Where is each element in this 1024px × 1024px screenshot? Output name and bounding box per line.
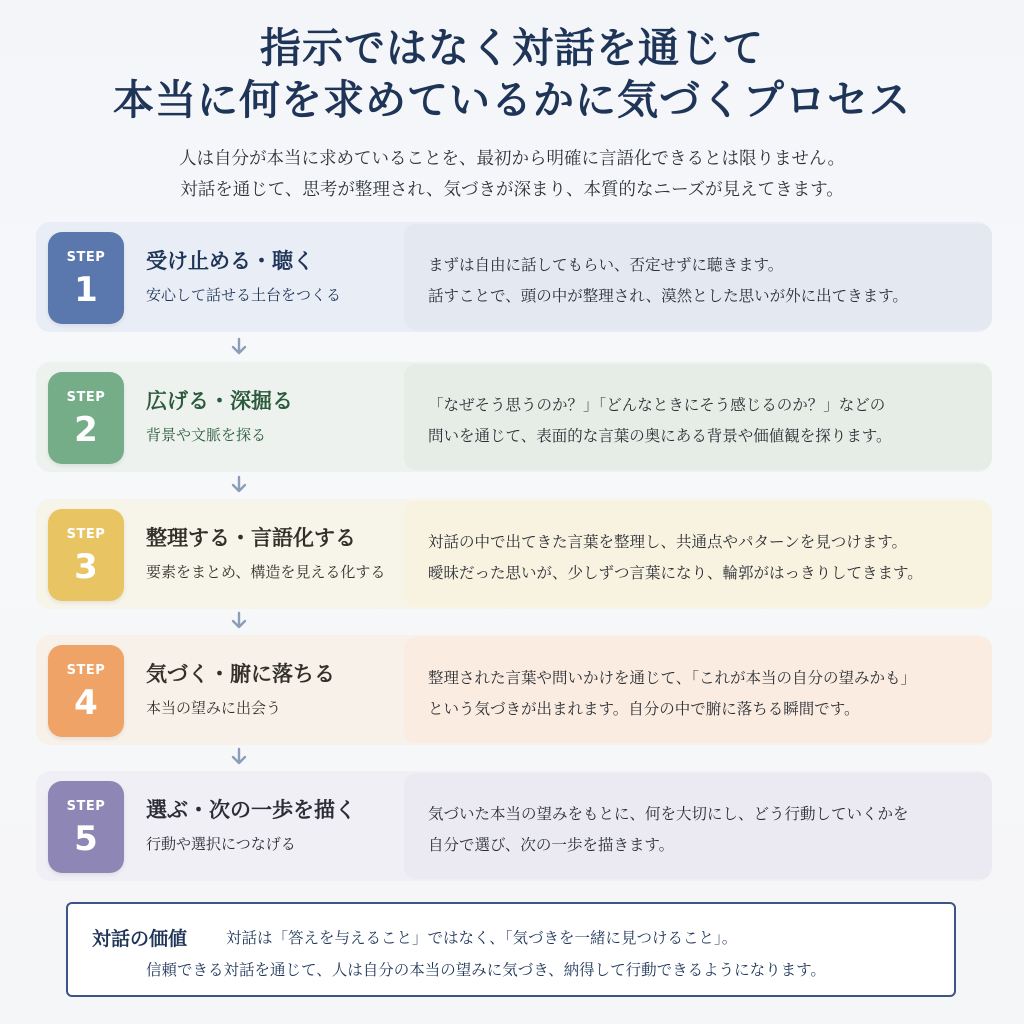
step-4 bbox=[36, 635, 992, 745]
step-1 bbox=[36, 222, 992, 332]
step-2-label: STEP bbox=[66, 390, 106, 405]
step-4-number: 4 bbox=[74, 683, 98, 723]
step-4-description bbox=[428, 663, 916, 725]
step-3-description bbox=[428, 527, 923, 589]
arrow-down-icon bbox=[228, 336, 250, 358]
step-2-desc-line-2: 問いを通じて、表面的な言葉の奥にある背景や価値観を探ります。 bbox=[428, 427, 892, 445]
step-5-label: STEP bbox=[66, 799, 106, 814]
value-box bbox=[66, 902, 956, 997]
step-4-desc-line-1: 整理された言葉や問いかけを通じて、「これが本当の自分の望みかも」 bbox=[428, 669, 916, 687]
intro-text bbox=[0, 144, 1024, 206]
step-4-title: 気づく・腑に落ちる bbox=[146, 662, 335, 686]
value-line-1: 対話は「答えを与えること」ではなく、「気づきを一緒に見つけること」。 bbox=[226, 929, 738, 947]
step-3 bbox=[36, 499, 992, 609]
step-2-desc-line-1: 「なぜそう思うのか？」「どんなときにそう感じるのか？」などの bbox=[428, 396, 886, 414]
step-4-subtitle: 本当の望みに出会う bbox=[146, 699, 282, 717]
step-3-description-box bbox=[404, 501, 992, 607]
step-1-number: 1 bbox=[74, 270, 98, 310]
step-5-subtitle: 行動や選択につなげる bbox=[146, 835, 296, 853]
step-2-number: 2 bbox=[74, 410, 98, 450]
title-line-1: 指示ではなく対話を通じて bbox=[260, 24, 764, 72]
intro-line-2: 対話を通じて、思考が整理され、気づきが深まり、本質的なニーズが見えてきます。 bbox=[180, 180, 844, 200]
step-5-desc-line-2: 自分で選び、次の一歩を描きます。 bbox=[428, 836, 675, 854]
step-4-desc-line-2: という気づきが出まれます。自分の中で腑に落ちる瞬間です。 bbox=[428, 700, 860, 718]
intro-line-1: 人は自分が本当に求めていることを、最初から明確に言語化できるとは限りません。 bbox=[178, 149, 846, 169]
step-1-badge bbox=[48, 232, 124, 324]
step-5-number: 5 bbox=[74, 819, 98, 859]
step-4-description-box bbox=[404, 637, 992, 743]
step-1-subtitle: 安心して話せる土台をつくる bbox=[146, 286, 342, 304]
step-3-title: 整理する・言語化する bbox=[146, 526, 356, 550]
step-2 bbox=[36, 362, 992, 472]
arrow-down-icon bbox=[228, 746, 250, 768]
step-2-description-box bbox=[404, 364, 992, 470]
step-3-subtitle: 要素をまとめ、構造を見える化する bbox=[146, 563, 386, 581]
step-5-title: 選ぶ・次の一歩を描く bbox=[146, 798, 356, 822]
step-5-description-box bbox=[404, 773, 992, 879]
step-1-description bbox=[428, 250, 908, 312]
arrow-down-icon bbox=[228, 610, 250, 632]
step-2-description bbox=[428, 390, 891, 452]
value-line-2: 信頼できる対話を通じて、人は自分の本当の望みに気づき、納得して行動できるようになります。 bbox=[146, 961, 826, 979]
arrow-down-icon bbox=[228, 474, 250, 496]
step-3-label: STEP bbox=[66, 527, 106, 542]
step-5-description bbox=[428, 799, 909, 861]
step-1-desc-line-1: まずは自由に話してもらい、否定せずに聴きます。 bbox=[428, 256, 784, 274]
step-2-subtitle: 背景や文脈を探る bbox=[146, 426, 267, 444]
step-5 bbox=[36, 771, 992, 881]
step-1-label: STEP bbox=[66, 250, 106, 265]
step-1-desc-line-2: 話すことで、頭の中が整理され、漠然とした思いが外に出てきます。 bbox=[428, 287, 908, 305]
step-2-title: 広げる・深掘る bbox=[146, 389, 293, 413]
step-4-label: STEP bbox=[66, 663, 106, 678]
step-3-desc-line-2: 曖昧だった思いが、少しずつ言葉になり、輪郭がはっきりしてきます。 bbox=[428, 564, 923, 582]
step-5-badge bbox=[48, 781, 124, 873]
step-2-badge bbox=[48, 372, 124, 464]
step-5-desc-line-1: 気づいた本当の望みをもとに、何を大切にし、どう行動していくかを bbox=[428, 805, 909, 823]
step-1-title: 受け止める・聴く bbox=[146, 249, 314, 273]
step-3-desc-line-1: 対話の中で出てきた言葉を整理し、共通点やパターンを見つけます。 bbox=[428, 533, 907, 551]
step-4-badge bbox=[48, 645, 124, 737]
step-3-number: 3 bbox=[74, 547, 98, 587]
value-label: 対話の価値 bbox=[92, 928, 188, 950]
step-1-description-box bbox=[404, 224, 992, 330]
title-line-2: 本当に何を求めているかに気づくプロセス bbox=[113, 76, 911, 124]
step-3-badge bbox=[48, 509, 124, 601]
page-title bbox=[0, 22, 1024, 126]
